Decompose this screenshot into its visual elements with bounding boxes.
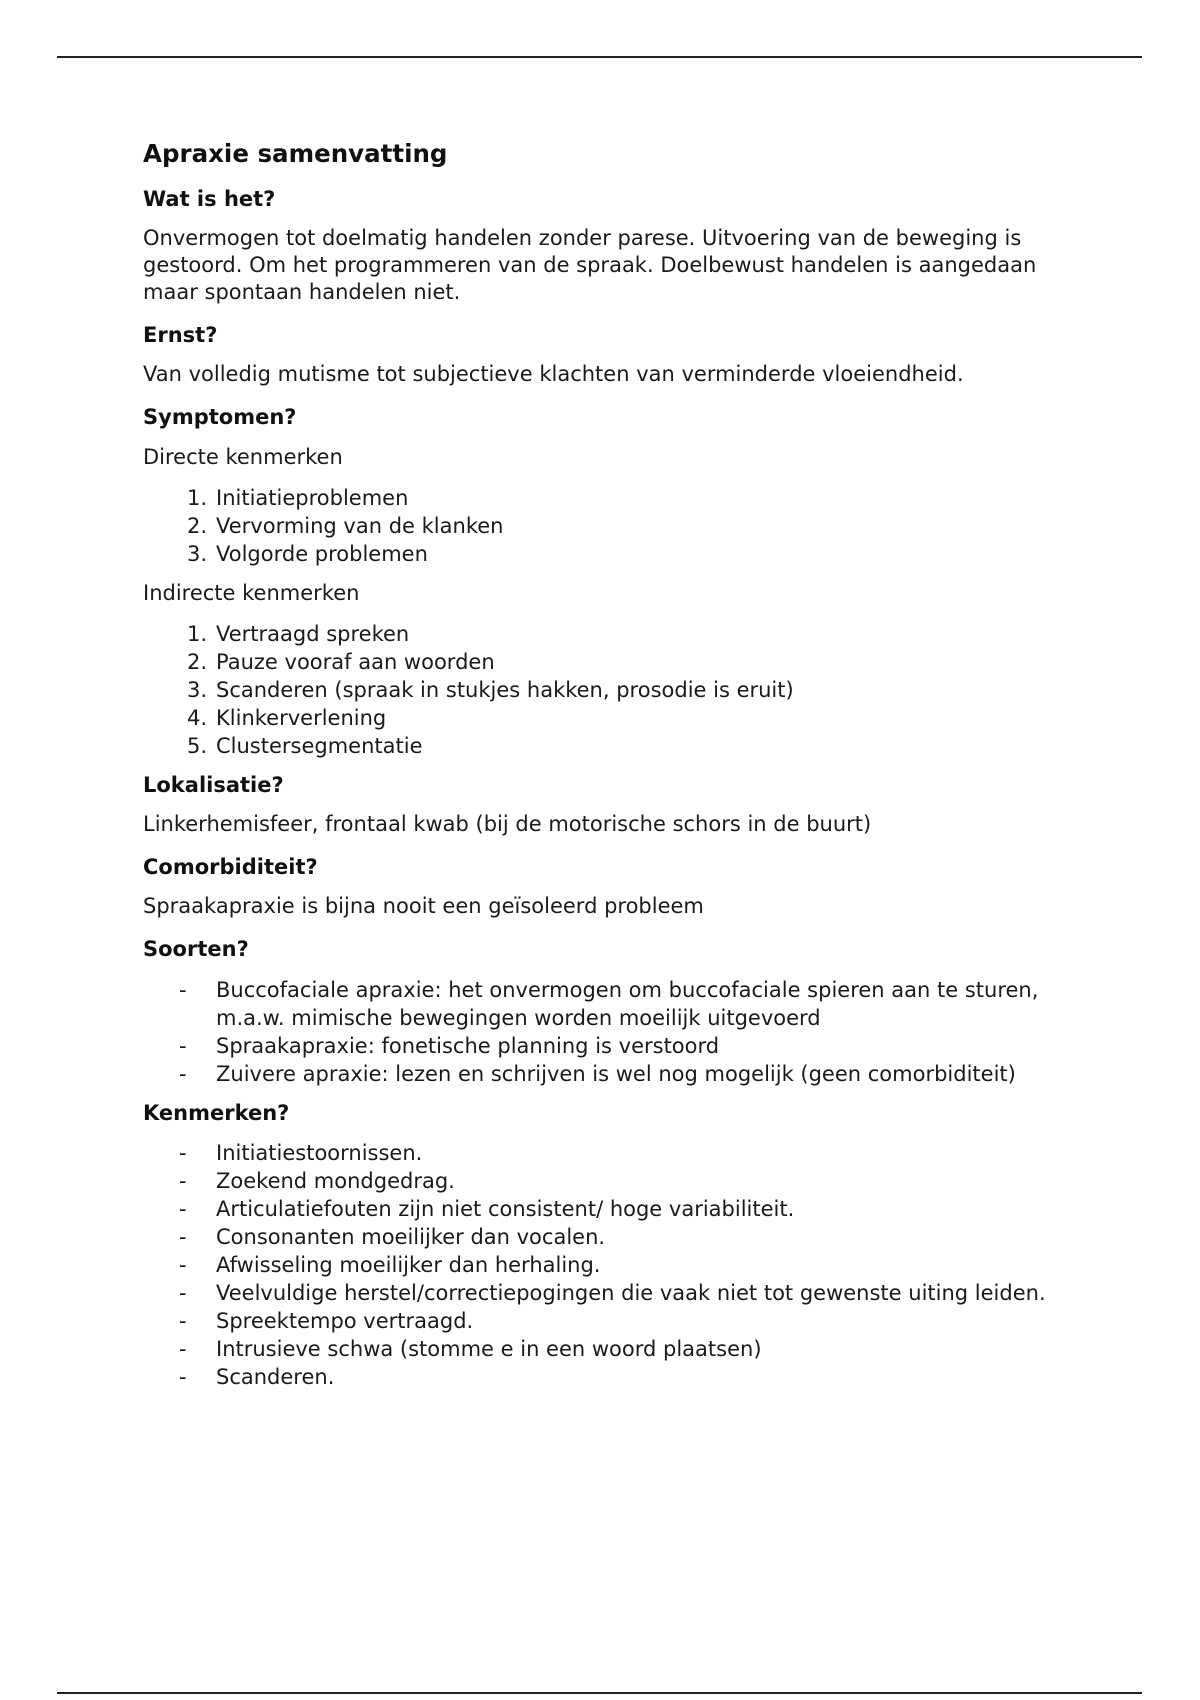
list-dash: - <box>179 1168 187 1193</box>
list-dash: - <box>179 1224 187 1249</box>
heading-symptomen: Symptomen? <box>143 405 297 430</box>
list-item-text: Afwisseling moeilijker dan herhaling. <box>216 1252 601 1277</box>
document-title: Apraxie samenvatting <box>143 139 448 168</box>
list-item <box>143 1139 1063 1167</box>
list-item-text: Zoekend mondgedrag. <box>216 1168 455 1193</box>
paragraph-lokalisatie: Linkerhemisfeer, frontaal kwab (bij de motorische schors in de buurt) <box>143 812 872 837</box>
list-item <box>143 976 1063 1032</box>
list-item-text: Volgorde problemen <box>216 541 428 566</box>
list-item <box>143 1167 1063 1195</box>
list-item-text: Klinkerverlening <box>216 705 387 730</box>
list-dash: - <box>179 1252 187 1277</box>
list-item-text: Zuivere apraxie: lezen en schrijven is wel nog mogelijk (geen comorbiditeit) <box>216 1061 1016 1086</box>
list-number: 3. <box>186 677 207 702</box>
list-item <box>143 704 1063 732</box>
list-item <box>143 1335 1063 1363</box>
list-item-text: Initiatieproblemen <box>216 485 409 510</box>
list-number: 2. <box>186 513 207 538</box>
list-dash: - <box>179 1364 187 1389</box>
list-item-text: Initiatiestoornissen. <box>216 1140 423 1165</box>
list-dash: - <box>179 1280 187 1305</box>
list-number: 3. <box>186 541 207 566</box>
list-item-text: Veelvuldige herstel/correctiepogingen die vaak niet tot gewenste uiting leiden. <box>216 1280 1046 1305</box>
list-soorten <box>143 976 1063 1088</box>
list-number: 2. <box>186 649 207 674</box>
list-dash: - <box>179 1196 187 1221</box>
top-rule <box>57 56 1142 58</box>
list-dash: - <box>179 1140 187 1165</box>
list-dash: - <box>179 1308 187 1333</box>
list-item <box>143 1279 1063 1307</box>
list-item-text: Intrusieve schwa (stomme e in een woord plaatsen) <box>216 1336 762 1361</box>
heading-comorbiditeit: Comorbiditeit? <box>143 855 318 880</box>
list-number: 4. <box>186 705 207 730</box>
heading-lokalisatie: Lokalisatie? <box>143 772 284 797</box>
heading-soorten: Soorten? <box>143 937 249 962</box>
list-item-text: Scanderen. <box>216 1364 335 1389</box>
list-item <box>143 484 1063 512</box>
document-body <box>143 138 1063 1403</box>
list-kenmerken <box>143 1139 1063 1391</box>
list-dash: - <box>179 977 187 1002</box>
list-item-text: Spraakapraxie: fonetische planning is verstoord <box>216 1033 720 1058</box>
list-item <box>143 540 1063 568</box>
list-item-text: Vertraagd spreken <box>216 621 410 646</box>
list-item-text: Articulatiefouten zijn niet consistent/ hoge variabiliteit. <box>216 1196 795 1221</box>
list-item <box>143 676 1063 704</box>
list-item <box>143 512 1063 540</box>
list-item <box>143 648 1063 676</box>
heading-ernst: Ernst? <box>143 323 218 348</box>
list-item-text: Consonanten moeilijker dan vocalen. <box>216 1224 606 1249</box>
list-dash: - <box>179 1033 187 1058</box>
heading-wat-is-het: Wat is het? <box>143 186 276 211</box>
list-number: 1. <box>186 485 207 510</box>
list-indirecte-kenmerken <box>143 620 1063 760</box>
list-item-text: Vervorming van de klanken <box>216 513 504 538</box>
list-item <box>143 620 1063 648</box>
list-item <box>143 1195 1063 1223</box>
list-item <box>143 1223 1063 1251</box>
label-directe-kenmerken: Directe kenmerken <box>143 444 343 469</box>
list-item <box>143 1032 1063 1060</box>
label-indirecte-kenmerken: Indirecte kenmerken <box>143 580 360 605</box>
list-dash: - <box>179 1336 187 1361</box>
list-directe-kenmerken <box>143 484 1063 568</box>
bottom-rule <box>57 1692 1142 1694</box>
list-item <box>143 1363 1063 1391</box>
list-item-text: Buccofaciale apraxie: het onvermogen om buccofaciale spieren aan te sturen, m.a.w. mimische bewegingen worden moeilijk uitgevoerd <box>216 977 1039 1030</box>
paragraph-ernst: Van volledig mutisme tot subjectieve klachten van verminderde vloeiendheid. <box>143 362 964 387</box>
list-item-text: Pauze vooraf aan woorden <box>216 649 495 674</box>
list-item <box>143 1060 1063 1088</box>
list-item-text: Spreektempo vertraagd. <box>216 1308 474 1333</box>
list-number: 1. <box>186 621 207 646</box>
list-number: 5. <box>186 733 207 758</box>
list-item-text: Scanderen (spraak in stukjes hakken, prosodie is eruit) <box>216 677 794 702</box>
paragraph-comorbiditeit: Spraakapraxie is bijna nooit een geïsoleerd probleem <box>143 894 704 919</box>
list-dash: - <box>179 1061 187 1086</box>
list-item-text: Clustersegmentatie <box>216 733 423 758</box>
paragraph-wat-is-het: Onvermogen tot doelmatig handelen zonder parese. Uitvoering van de beweging is gestoord. Om het programmeren van de spraak. Doelbewust handelen is aangedaan maar spontaan handelen niet. <box>143 226 1037 305</box>
list-item <box>143 1307 1063 1335</box>
heading-kenmerken: Kenmerken? <box>143 1100 290 1125</box>
list-item <box>143 732 1063 760</box>
list-item <box>143 1251 1063 1279</box>
